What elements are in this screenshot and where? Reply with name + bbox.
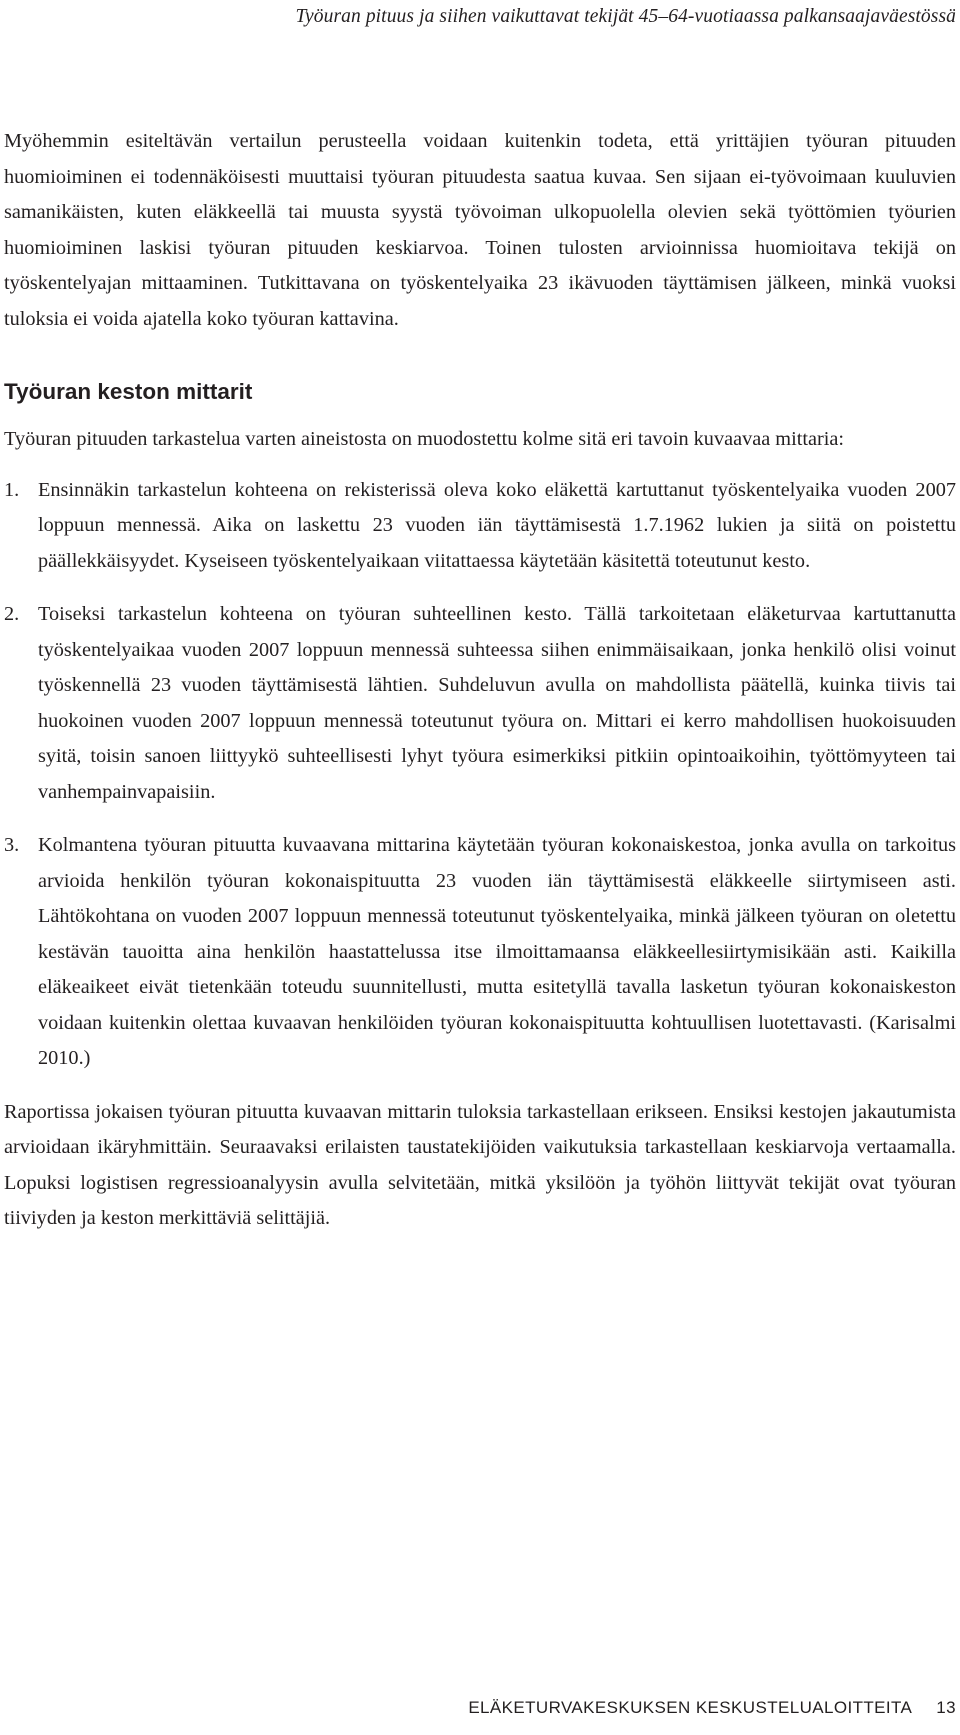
list-item-number: 1. <box>4 478 20 501</box>
running-header: Työuran pituus ja siihen vaikuttavat tekijät 45–64-vuotiaassa palkansaajaväestössä <box>295 6 956 27</box>
list-item-number: 3. <box>4 834 20 856</box>
page-content <box>4 124 956 1237</box>
metrics-list <box>4 473 956 1077</box>
list-item-text: Ensinnäkin tarkastelun kohteena on rekisterissä oleva koko eläkettä kartuttanut työskentelyaika vuoden 2007 loppuun mennessä. Aika on laskettu 23 vuoden iän täyttämisestä 1.7.1962 lukien ja siitä on poistettu päällekkäisyydet. Kyseiseen työskentelyaikaan viitattaessa käytetään käsitettä toteutunut kesto. <box>38 478 956 572</box>
page-footer <box>468 1698 956 1718</box>
list-item-text: Kolmantena työuran pituutta kuvaavana mittarina käytetään työuran kokonaiskestoa, jonka avulla on tarkoitus arvioida henkilön työuran kokonaispituutta 23 vuoden iän täyttämisestä eläkkeelle siirtymiseen asti. Lähtökohtana on vuoden 2007 loppuun mennessä toteutunut työskentelyaika, minkä jälkeen työuran on oletettu kestävän tauoitta aina henkilön haastattelussa itse ilmoittamaansa eläkkeellesiirtymisikään asti. Kaikilla eläkeaikeet eivät tietenkään toteudu suunnitellusti, mutta esitetyllä tavalla lasketun työuran kokonaiskeston voidaan kuitenkin olettaa kuvaavan henkilöiden työuran kokonaispituutta kohtuullisen luotettavasti. (Karisalmi 2010.) <box>38 834 956 1069</box>
list-item-text: Toiseksi tarkastelun kohteena on työuran suhteellinen kesto. Tällä tarkoitetaan eläketurvaa kartuttanutta työskentelyaikaa vuoden 2007 loppuun mennessä suhteessa siihen enimmäisaikaan, jonka henkilö olisi voinut työskennellä 23 vuoden täyttämisestä lähtien. Suhdeluvun avulla on mahdollista päätellä, kuinka tiivis tai huokoinen vuoden 2007 loppuun mennessä toteutunut työura on. Mittari ei kerro mahdollisen huokoisuuden syitä, toisin sanoen liittyykö suhteellisesti lyhyt työura esimerkiksi pitkiin opintoaikoihin, työttömyyteen tai vanhempainvapaisiin. <box>38 603 956 803</box>
section-intro-paragraph: Työuran pituuden tarkastelua varten aineistosta on muodostettu kolme sitä eri tavoin kuvaavaa mittaria: <box>4 428 845 450</box>
page-number: 13 <box>936 1698 956 1717</box>
section-heading: Työuran keston mittarit <box>4 379 253 404</box>
final-paragraph: Raportissa jokaisen työuran pituutta kuvaavan mittarin tuloksia tarkastellaan erikseen. Ensiksi kestojen jakautumista arvioidaan ikäryhmittäin. Seuraavaksi erilaisten taustatekijöiden vaikutuksia tarkastellaan keskiarvoja vertaamalla. Lopuksi logistisen regressioanalyysin avulla selvitetään, mitkä yksilöön ja työhön liittyvät tekijät ovat työuran tiiviyden ja keston merkittäviä selittäjiä. <box>4 1100 956 1229</box>
list-item <box>4 597 956 810</box>
intro-paragraph: Myöhemmin esiteltävän vertailun perusteella voidaan kuitenkin todeta, että yrittäjien työuran pituuden huomioiminen ei todennäköisesti muuttaisi työuran pituudesta saatua kuvaa. Sen sijaan ei-työvoimaan kuuluvien samanikäisten, kuten eläkkeellä tai muusta syystä työvoiman ulkopuolella olevien sekä työttömien työurien huomioiminen laskisi työuran pituuden keskiarvoa. Toinen tulosten arvioinnissa huomioitava tekijä on työskentelyajan mittaaminen. Tutkittavana on työskentelyaika 23 ikävuoden täyttämisen jälkeen, minkä vuoksi tuloksia ei voida ajatella koko työuran kattavina. <box>4 130 956 330</box>
list-item-number: 2. <box>4 603 20 625</box>
list-item <box>4 828 956 1077</box>
publication-series: ELÄKETURVAKESKUKSEN KESKUSTELUALOITTEITA <box>468 1698 913 1717</box>
list-item <box>4 473 956 580</box>
